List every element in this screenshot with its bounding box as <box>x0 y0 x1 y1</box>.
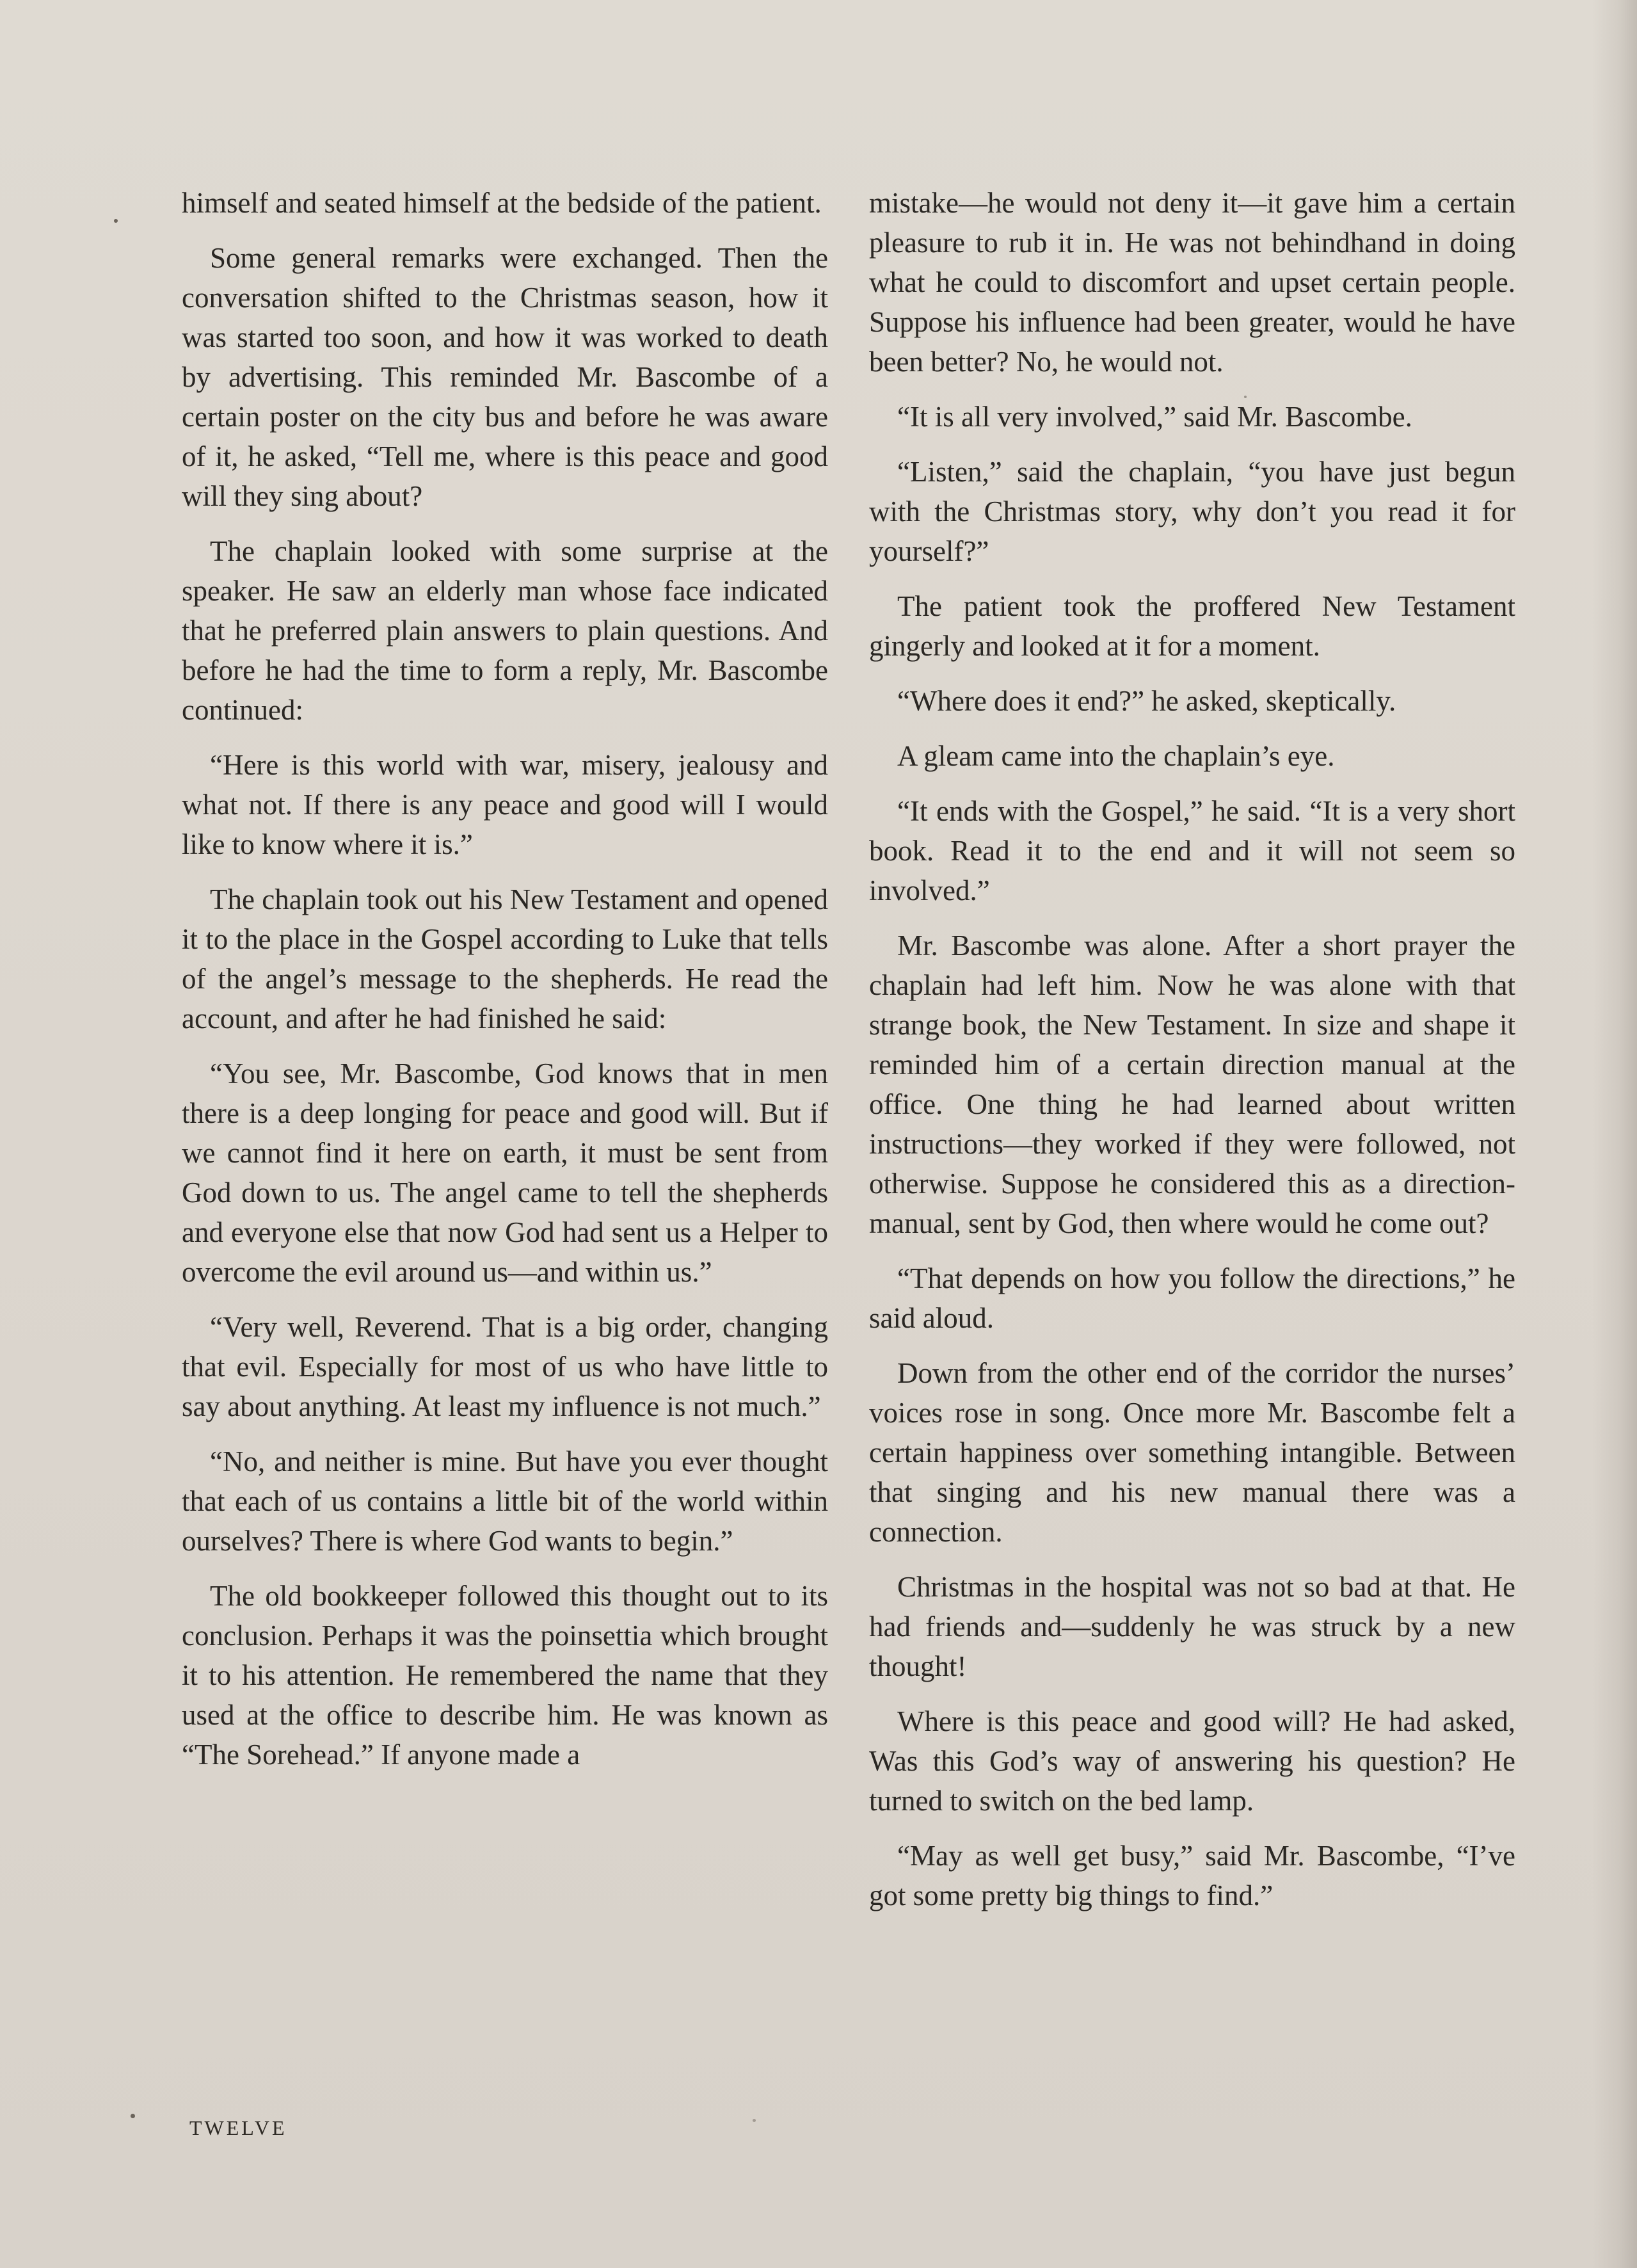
page-edge-shadow <box>1592 0 1637 2268</box>
paragraph: Down from the other end of the corridor the nurses’ voices rose in song. Once more Mr. Bascombe felt a certain happiness over something intangible. Between that singing and his new manual there was a connection. <box>869 1357 1515 1548</box>
paragraph: himself and seated himself at the bedside of the patient. <box>182 187 822 219</box>
paper-speck <box>753 2119 756 2122</box>
paragraph: “Listen,” said the chaplain, “you have just begun with the Christmas story, why don’t you read it for yourself?” <box>869 456 1515 567</box>
paragraph: “No, and neither is mine. But have you ever thought that each of us contains a little bit of the world within ourselves? There is where God wants to begin.” <box>182 1445 828 1557</box>
paragraph: The chaplain took out his New Testament and opened it to the place in the Gospel according to Luke that tells of the angel’s message to the shepherds. He read the account, and after he had finished he said: <box>182 883 828 1034</box>
paper-speck <box>114 219 118 223</box>
paragraph: A gleam came into the chaplain’s eye. <box>897 740 1335 772</box>
paragraph: “Very well, Reverend. That is a big order, changing that evil. Especially for most of us who have little to say about anything. At least my influence is not much.” <box>182 1311 828 1422</box>
paragraph: “It ends with the Gospel,” he said. “It is a very short book. Read it to the end and it will not seem so involved.” <box>869 795 1515 906</box>
paragraph: “Here is this world with war, misery, jealousy and what not. If there is any peace and good will I would like to know where it is.” <box>182 749 828 860</box>
left-column <box>182 183 828 1790</box>
page-number: TWELVE <box>189 2116 287 2139</box>
paper-speck <box>131 2114 135 2118</box>
paragraph: The chaplain looked with some surprise at the speaker. He saw an elderly man whose face indicated that he preferred plain answers to plain questions. And before he had the time to form a reply, Mr. Bascombe continued: <box>182 535 828 726</box>
paragraph: “That depends on how you follow the directions,” he said aloud. <box>869 1262 1515 1334</box>
paragraph: “It is all very involved,” said Mr. Bascombe. <box>897 401 1412 433</box>
paragraph: Christmas in the hospital was not so bad at that. He had friends and—suddenly he was struck by a new thought! <box>869 1571 1515 1682</box>
paragraph: “May as well get busy,” said Mr. Bascombe, “I’ve got some pretty big things to find.” <box>869 1840 1515 1911</box>
paragraph: Some general remarks were exchanged. Then the conversation shifted to the Christmas season, how it was started too soon, and how it was worked to death by advertising. This reminded Mr. Bascombe of a certain poster on the city bus and before he was aware of it, he asked, “Tell me, where is this peace and good will they sing about? <box>182 242 828 512</box>
paragraph: The patient took the proffered New Testament gingerly and looked at it for a moment. <box>869 590 1515 662</box>
paragraph: The old bookkeeper followed this thought out to its conclusion. Perhaps it was the poinsettia which brought it to his attention. He remembered the name that they used at the office to describe him. He was known as “The Sorehead.” If anyone made a <box>182 1580 828 1771</box>
paragraph: mistake—he would not deny it—it gave him a certain pleasure to rub it in. He was not behindhand in doing what he could to discomfort and upset certain people. Suppose his influence had been greater, would he have been better? No, he would not. <box>869 187 1515 378</box>
paragraph: “You see, Mr. Bascombe, God knows that in men there is a deep longing for peace and good will. But if we cannot find it here on earth, it must be sent from God down to us. The angel came to tell the shepherds and everyone else that now God had sent us a Helper to overcome the evil around us—and within us.” <box>182 1058 828 1288</box>
paragraph: “Where does it end?” he asked, skeptically. <box>897 685 1396 717</box>
right-column <box>869 183 1515 1931</box>
paragraph: Where is this peace and good will? He had asked, Was this God’s way of answering his question? He turned to switch on the bed lamp. <box>869 1705 1515 1817</box>
paragraph: Mr. Bascombe was alone. After a short prayer the chaplain had left him. Now he was alone with that strange book, the New Testament. In size and shape it reminded him of a certain direction manual at the office. One thing he had learned about written instructions—they worked if they were followed, not otherwise. Suppose he considered this as a direction-manual, sent by God, then where would he come out? <box>869 929 1515 1239</box>
